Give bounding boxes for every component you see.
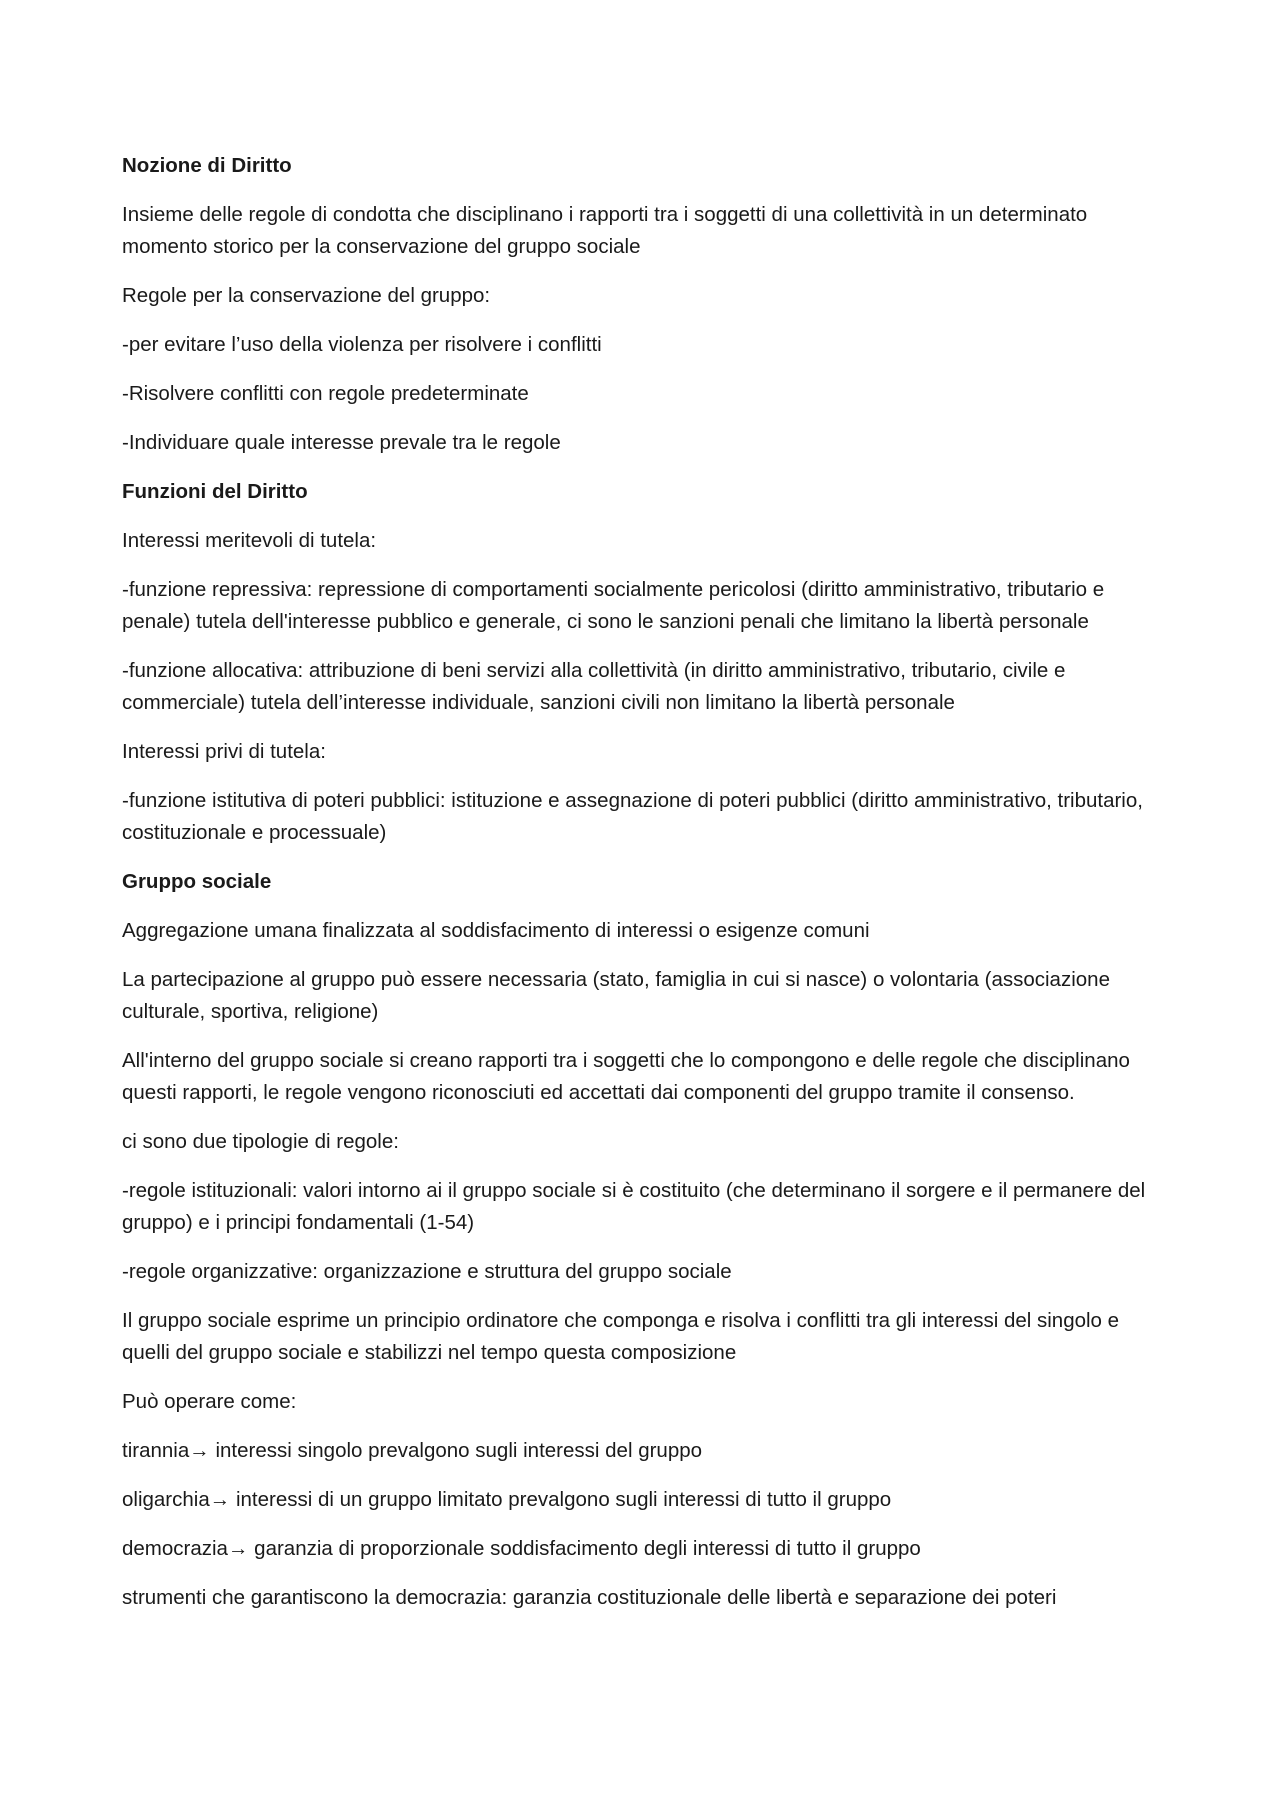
paragraph: Interessi privi di tutela: xyxy=(122,740,326,763)
paragraph: Insieme delle regole di condotta che disciplinano i rapporti tra i soggetti di una collettività in un determinato momento storico per la conservazione del gruppo sociale xyxy=(122,203,1088,258)
paragraph: Può operare come: xyxy=(122,1390,297,1413)
section-heading-funzioni: Funzioni del Diritto xyxy=(122,480,308,503)
list-item: -funzione istitutiva di poteri pubblici: istituzione e assegnazione di poteri pubblici (diritto amministrativo, tributario, costituzionale e processuale) xyxy=(122,789,1143,844)
section-heading-gruppo: Gruppo sociale xyxy=(122,870,272,893)
list-item: -Risolvere conflitti con regole predeterminate xyxy=(122,382,529,405)
section-heading-nozione: Nozione di Diritto xyxy=(122,154,292,177)
list-item: -per evitare l’uso della violenza per risolvere i conflitti xyxy=(122,333,602,356)
form-text: garanzia di proporzionale soddisfacimento degli interessi di tutto il gruppo xyxy=(248,1537,921,1560)
list-item: -regole istituzionali: valori intorno ai il gruppo sociale si è costituito (che determinano il sorgere e il permanere del gruppo) e i principi fondamentali (1-54) xyxy=(122,1179,1146,1234)
paragraph: Aggregazione umana finalizzata al soddisfacimento di interessi o esigenze comuni xyxy=(122,919,870,942)
list-item: -funzione repressiva: repressione di comportamenti socialmente pericolosi (diritto amministrativo, tributario e penale) tutela dell'interesse pubblico e generale, ci sono le sanzioni penali che limitano la libertà personale xyxy=(122,578,1105,633)
list-item: -funzione allocativa: attribuzione di beni servizi alla collettività (in diritto amministrativo, tributario, civile e commerciale) tutela dell’interesse individuale, sanzioni civili non limitano la libertà personale xyxy=(122,659,1066,714)
paragraph: All'interno del gruppo sociale si creano rapporti tra i soggetti che lo compongono e delle regole che disciplinano questi rapporti, le regole vengono riconosciuti ed accettati dai componenti del gruppo tramite il consenso. xyxy=(122,1049,1130,1104)
paragraph-closing: strumenti che garantiscono la democrazia: garanzia costituzionale delle libertà e separazione dei poteri xyxy=(122,1586,1057,1609)
form-term: tirannia xyxy=(122,1439,190,1462)
document-page xyxy=(122,150,1162,1631)
paragraph: Interessi meritevoli di tutela: xyxy=(122,529,377,552)
form-text: interessi di un gruppo limitato prevalgono sugli interessi di tutto il gruppo xyxy=(230,1488,892,1511)
arrow-right-icon: → xyxy=(209,1488,231,1511)
form-item-tirannia xyxy=(122,1435,1162,1467)
paragraph: La partecipazione al gruppo può essere necessaria (stato, famiglia in cui si nasce) o volontaria (associazione culturale, sportiva, religione) xyxy=(122,968,1110,1023)
form-item-democrazia xyxy=(122,1533,1162,1565)
paragraph: Il gruppo sociale esprime un principio ordinatore che componga e risolva i conflitti tra gli interessi del singolo e quelli del gruppo sociale e stabilizzi nel tempo questa composizione xyxy=(122,1309,1120,1364)
list-item: -Individuare quale interesse prevale tra le regole xyxy=(122,431,561,454)
arrow-right-icon: → xyxy=(189,1439,210,1462)
paragraph: ci sono due tipologie di regole: xyxy=(122,1130,399,1153)
form-item-oligarchia xyxy=(122,1484,1162,1516)
form-term: oligarchia xyxy=(122,1488,210,1511)
arrow-right-icon: → xyxy=(227,1537,249,1560)
list-item: -regole organizzative: organizzazione e struttura del gruppo sociale xyxy=(122,1260,732,1283)
form-term: democrazia xyxy=(122,1537,228,1560)
paragraph: Regole per la conservazione del gruppo: xyxy=(122,284,491,307)
form-text: interessi singolo prevalgono sugli interessi del gruppo xyxy=(209,1439,703,1462)
